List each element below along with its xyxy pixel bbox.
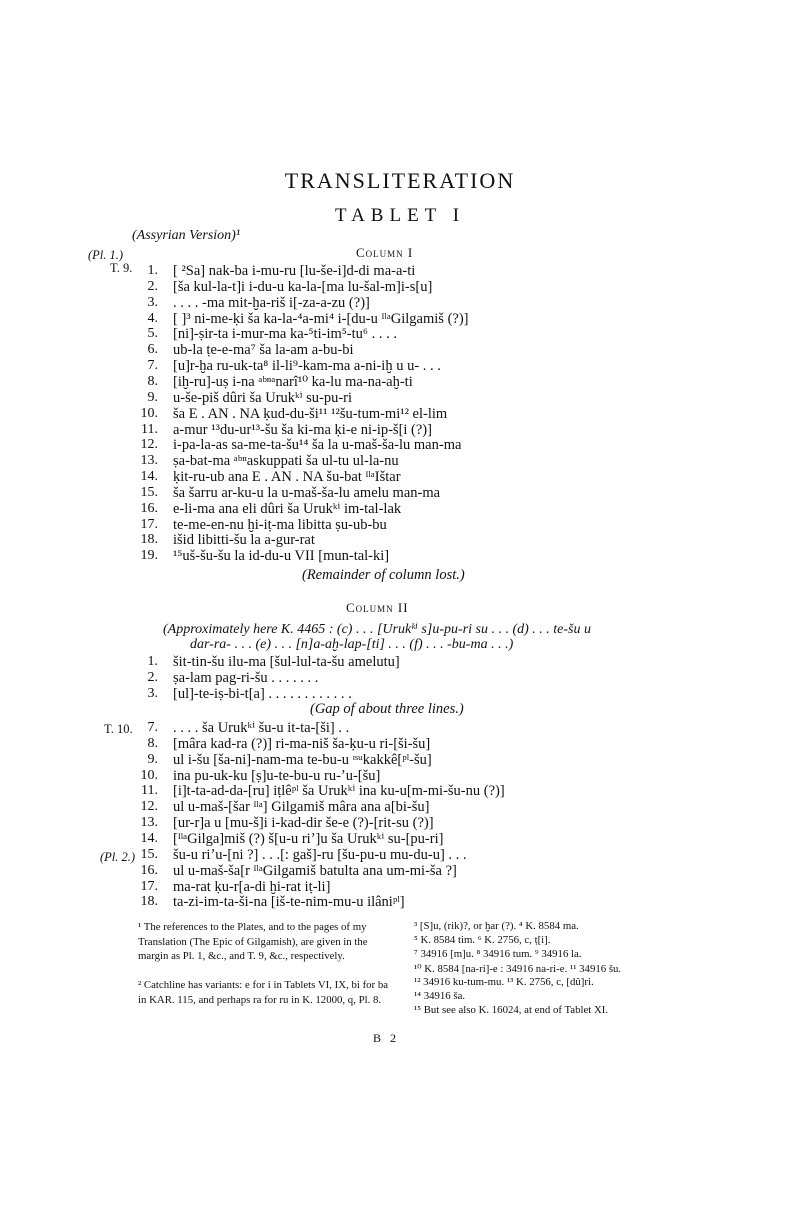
- margin-page-t9: T. 9.: [110, 261, 133, 275]
- transliteration-line: i-pa-la-as sa-me-ta-šu¹⁴ ša la u-maš-ša-lu man-ma: [173, 437, 462, 454]
- tablet-heading: TABLET I: [334, 205, 466, 226]
- transliteration-line: [i]t-ta-ad-da-[ru] iṭlêᵖˡ ša Urukᵏⁱ ina ku-u[m-mi-šu-nu (?)]: [173, 783, 505, 800]
- line-number: 13.: [140, 453, 158, 469]
- line-number: 16.: [140, 500, 158, 516]
- line-number: 9.: [147, 389, 158, 405]
- transliteration-line: ta-zi-im-ta-ši-na [iš-te-nim-mu-u ilâniᵖˡ]: [173, 894, 405, 911]
- approx-note-line-1: (Approximately here K. 4465 : (c) . . . [Urukᵏⁱ s]u-pu-ri su . . . (d) . . . te-šu u: [163, 622, 591, 637]
- line-number: 2.: [147, 278, 158, 294]
- line-number: 10.: [140, 405, 158, 421]
- line-number: 12.: [140, 799, 158, 815]
- line-number: 10.: [140, 767, 158, 783]
- line-number: 1.: [147, 654, 158, 669]
- line-number: 9.: [147, 751, 158, 767]
- line-number: 12.: [140, 437, 158, 453]
- line-number: 13.: [140, 815, 158, 831]
- transliteration-line: [iḫ-ru]-uṣ i-na ᵃᵇⁿᵃnarî¹⁰ ka-lu ma-na-aḫ-ti: [173, 373, 413, 390]
- transliteration-line: ma-rat ḳu-r[a-di ḫi-rat iṭ-li]: [173, 878, 331, 895]
- transliteration-line: ina pu-uk-ku [ṣ]u-te-bu-u ru-ʼu-[šu]: [173, 767, 381, 784]
- transliteration-line: [ ²Sa] nak-ba i-mu-ru [lu-še-i]d-di ma-a-ti: [173, 263, 416, 279]
- line-number: 3.: [147, 294, 158, 310]
- transliteration-line: ul u-maš-ša[r ᴵˡᵃGilgamiš batulta ana um-mi-ša ?]: [173, 862, 457, 879]
- approx-note-line-2: dar-ra- . . . (e) . . . [n]a-aḫ-lap-[ti] . . . (f) . . . -bu-ma . . .): [190, 637, 514, 652]
- line-number: 6.: [147, 342, 158, 358]
- line-number: 2.: [147, 669, 158, 685]
- line-number: 15.: [140, 846, 158, 862]
- margin-page-t10: T. 10.: [104, 722, 133, 736]
- transliteration-line: ša E . AN . NA ḳud-du-ši¹¹ ¹²šu-tum-mi¹² el-lim: [173, 405, 448, 422]
- column-1-heading: Column I: [356, 245, 414, 260]
- transliteration-line: šit-tin-šu ilu-ma [šul-lul-ta-šu amelutu]: [173, 654, 400, 670]
- line-number: 19.: [140, 548, 158, 564]
- transliteration-line: . . . . ša Urukᵏⁱ šu-u it-ta-[ši] . .: [173, 720, 350, 736]
- transliteration-line: ša šarru ar-ku-u la u-maš-ša-lu amelu man-ma: [173, 484, 441, 501]
- line-number: 5.: [147, 326, 158, 342]
- transliteration-line: [ᴵˡᵃGilga]miš (?) š[u-u riʼ]u ša Urukᵏⁱ su-[pu-ri]: [173, 830, 444, 847]
- line-number: 14.: [140, 830, 158, 846]
- transliteration-line: u-še-piš dûri ša Urukᵏⁱ su-pu-ri: [173, 389, 353, 406]
- line-number: 16.: [140, 862, 158, 878]
- footnote-right-7: ¹⁵ But see also K. 16024, at end of Tablet XI.: [414, 1004, 609, 1016]
- transliteration-line: te-me-en-nu ḫi-iṭ-ma libitta ṣu-ub-bu: [173, 516, 387, 533]
- line-number: 11.: [141, 783, 158, 799]
- footnote-2: ² Catchline has variants: e for i in Tablets VI, IX, bi for ba in KAR. 115, and perhaps ra for ru in K. 12000, q, Pl. 8.: [138, 979, 389, 1006]
- footnote-right-5: ¹² 34916 ku-tum-mu. ¹³ K. 2756, c, [dû]ri.: [414, 976, 594, 988]
- footnote-right-2: ⁵ K. 8584 tim. ⁶ K. 2756, c, ṭ[i].: [414, 934, 551, 946]
- footnote-right-3: ⁷ 34916 [m]u. ⁸ 34916 tum. ⁹ 34916 la.: [414, 948, 582, 960]
- footnote-right-4: ¹⁰ K. 8584 [na-ri]-e : 34916 na-ri-e. ¹¹ 34916 šu.: [414, 963, 622, 975]
- line-number: 7.: [147, 720, 158, 735]
- transliteration-line: . . . . -ma mit-ḫa-riš i[-za-a-zu (?)]: [173, 294, 370, 311]
- transliteration-line: ḳit-ru-ub ana E . AN . NA šu-bat ᴵˡᵃIštar: [173, 469, 401, 486]
- line-number: 14.: [140, 469, 158, 485]
- line-number: 18.: [140, 894, 158, 910]
- transliteration-line: a-mur ¹³du-ur¹³-šu ša ki-ma ḳi-e ni-ip-š[i (?)]: [173, 421, 432, 438]
- line-number: 1.: [147, 263, 158, 278]
- line-number: 11.: [141, 421, 158, 437]
- transliteration-line: [ur-r]a u [mu-š]i i-kad-dir še-e (?)-[rit-su (?)]: [173, 815, 434, 832]
- transliteration-line: [u]r-ḫa ru-uk-ta⁸ il-li⁹-kam-ma a-ni-iḫ u u- . . .: [173, 358, 441, 375]
- transliteration-line: [ni]-ṣir-ta i-mur-ma ka-⁵ti-im⁵-tu⁶ . . . .: [173, 326, 397, 343]
- line-number: 4.: [147, 310, 158, 326]
- remainder-note: (Remainder of column lost.): [302, 567, 465, 583]
- line-number: 7.: [147, 358, 158, 374]
- page-title: TRANSLITERATION: [284, 168, 516, 193]
- footnote-right-6: ¹⁴ 34916 ša.: [414, 990, 466, 1002]
- transliteration-line: [mâra kad-ra (?)] ri-ma-niš ša-ḳu-u ri-[ši-šu]: [173, 735, 431, 752]
- footnote-1: ¹ The references to the Plates, and to the pages of my Translation (The Epic of Gilgamish), are given in the margin as Pl. 1, &c., and T. 9, &c., respectively.: [138, 921, 368, 963]
- line-number: 3.: [147, 685, 158, 701]
- version-label: (Assyrian Version)¹: [132, 228, 241, 243]
- line-number: 18.: [140, 532, 158, 548]
- line-number: 8.: [147, 735, 158, 751]
- transliteration-line: ṣa-bat-ma ᵃᵇⁿaskuppati ša ul-tu ul-la-nu: [173, 453, 399, 470]
- line-number: 17.: [140, 516, 158, 532]
- transliteration-line: ¹⁵uš-šu-šu la id-du-u VII [mun-tal-ki]: [173, 548, 390, 565]
- column-2-heading: Column II: [346, 600, 409, 615]
- transliteration-line: ul u-maš-[šar ᴵˡᵃ] Gilgamiš mâra ana a[bi-šu]: [173, 799, 430, 816]
- signature-mark: B 2: [373, 1031, 400, 1045]
- transliteration-line: ul i-šu [ša-ni]-nam-ma te-bu-u ᶦˢᵘkakkê[ᵖˡ-šu]: [173, 751, 432, 768]
- margin-plate-2: (Pl. 2.): [100, 850, 136, 864]
- transliteration-line: [ul]-te-iṣ-bi-t[a] . . . . . . . . . . . .: [173, 685, 352, 702]
- line-number: 8.: [147, 373, 158, 389]
- line-number: 15.: [140, 484, 158, 500]
- transliteration-line: [ ]³ ni-me-ḳi ša ka-la-⁴a-mi⁴ i-[du-u ᴵˡᵃGilgamiš (?)]: [173, 310, 469, 327]
- transliteration-line: e-li-ma ana eli dûri ša Urukᵏⁱ im-tal-lak: [173, 500, 402, 517]
- margin-plate-1: (Pl. 1.): [88, 248, 124, 262]
- transliteration-line: ub-la ṭe-e-ma⁷ ša la-am a-bu-bi: [173, 342, 354, 359]
- footnote-right-1: ³ [S]u, (rik)?, or ḫar (?). ⁴ K. 8584 ma.: [414, 920, 579, 932]
- transliteration-line: [ša kul-la-t]i i-du-u ka-la-[ma lu-šal-m]i-s[u]: [173, 278, 433, 295]
- line-number: 17.: [140, 878, 158, 894]
- transliteration-line: išid libitti-šu la a-gur-rat: [173, 532, 315, 549]
- transliteration-line: ṣa-lam pag-ri-šu . . . . . . .: [173, 669, 319, 686]
- transliteration-line: šu-u riʼu-[ni ?] . . .[: gaš]-ru [šu-pu-u mu-du-u] . . .: [173, 846, 467, 863]
- gap-note: (Gap of about three lines.): [310, 701, 464, 717]
